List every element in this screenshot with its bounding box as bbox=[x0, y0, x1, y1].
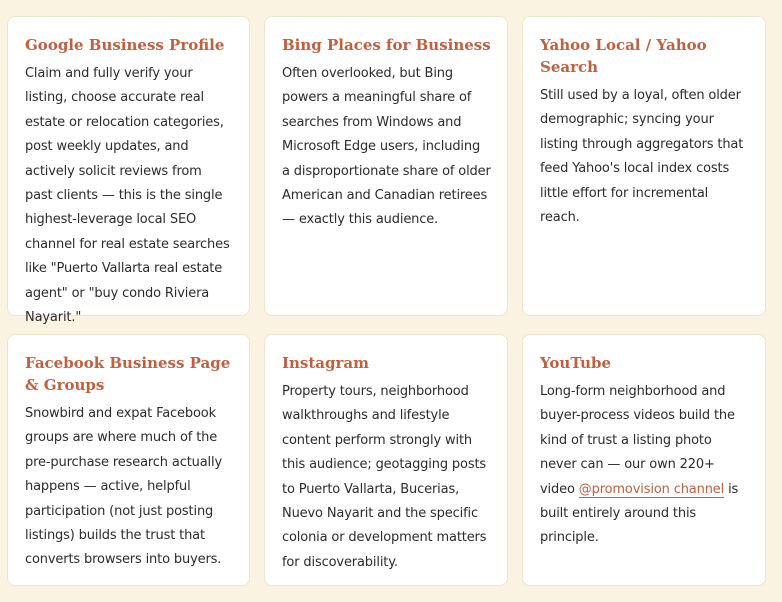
card-instagram bbox=[264, 334, 508, 586]
promovision-channel-link[interactable]: @promovision channel bbox=[578, 481, 725, 497]
card-facebook-business bbox=[7, 334, 250, 586]
card-description: Claim and fully verify your listing, choose accurate real estate or relocation categories, post weekly updates, and actively solicit reviews from past clients — this is the single highest-leverage local SEO channel for real estate searches like "Puerto Vallarta real estate agent" or "buy condo Riviera Nayarit." bbox=[25, 66, 230, 326]
card-title: Bing Places for Business bbox=[282, 36, 491, 54]
card-title: YouTube bbox=[540, 354, 612, 372]
card-title: Yahoo Local / Yahoo Search bbox=[540, 36, 707, 76]
card-bing-places bbox=[264, 16, 508, 316]
card-description-text: is built entirely around this principle. bbox=[540, 481, 739, 546]
card-description: Still used by a loyal, often older demographic; syncing your listing through aggregators that feed Yahoo's local index costs little effort for incremental reach. bbox=[540, 88, 744, 226]
card-description-text: Long-form neighborhood and buyer-process videos build the kind of trust a listing photo never can — our own 220+ video bbox=[540, 384, 735, 497]
card-description: Often overlooked, but Bing powers a meaningful share of searches from Windows and Microsoft Edge users, including a disproportionate share of older American and Canadian retirees — exactly this audience. bbox=[282, 66, 491, 228]
card-title: Instagram bbox=[282, 354, 369, 372]
card-description bbox=[540, 380, 749, 551]
card-google-business-profile bbox=[7, 16, 250, 326]
card-youtube bbox=[522, 334, 766, 586]
card-description: Snowbird and expat Facebook groups are where much of the pre-purchase research actually happens — active, helpful participation (not just posting listings) builds the trust that converts browsers into buyers. bbox=[25, 406, 223, 568]
card-title: Facebook Business Page & Groups bbox=[25, 354, 231, 394]
card-description: Property tours, neighborhood walkthroughs and lifestyle content perform strongly with this audience; geotagging posts to Puerto Vallarta, Bucerias, Nuevo Nayarit and the specific colonia or development matters for discoverability. bbox=[282, 384, 487, 570]
card-title: Google Business Profile bbox=[25, 36, 225, 54]
card-yahoo-local bbox=[522, 16, 766, 316]
